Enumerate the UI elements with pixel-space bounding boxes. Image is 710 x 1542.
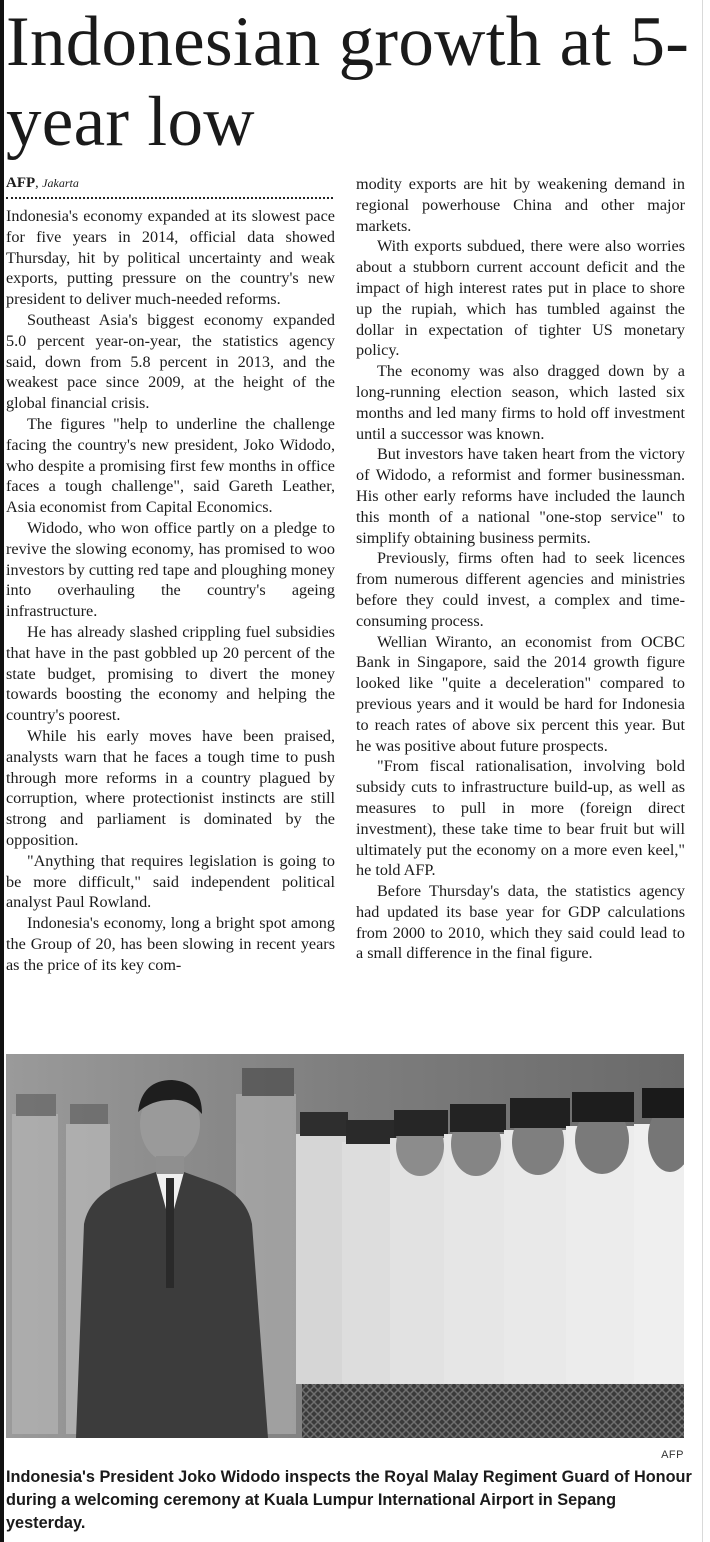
- byline-separator: ,: [35, 176, 39, 191]
- byline: [6, 173, 335, 193]
- article-paragraph: "From fiscal rationalisation, involving bold subsidy cuts to infrastructure build-up, as well as measures to pull in more (foreign direct investment), these take time to bear fruit but will ultimately put the economy on a more even keel," he told AFP.: [356, 757, 685, 880]
- right-border-rule: [702, 0, 703, 1542]
- article-paragraph: Wellian Wiranto, an economist from OCBC Bank in Singapore, said the 2014 growth figure looked like "quite a deceleration" compared to previous years and it would be hard for Indonesia to reach rates of above six percent this year. But he was positive about future prospects.: [356, 632, 685, 755]
- byline-agency: AFP: [6, 175, 36, 191]
- article-paragraph: The figures "help to underline the challenge facing the country's new president, Joko Widodo, who despite a promising first few months in office faces a tough challenge", said Gareth Leather, Asia economist from Capital Economics.: [6, 414, 335, 517]
- article-paragraph: Before Thursday's data, the statistics agency had updated its base year for GDP calculations from 2000 to 2010, which they said could lead to a small difference in the final figure.: [356, 882, 685, 963]
- news-photo: [6, 1054, 684, 1438]
- article-paragraph: Indonesia's economy, long a bright spot among the Group of 20, has been slowing in recent years as the price of its key com-: [6, 914, 335, 974]
- byline-location: Jakarta: [42, 176, 79, 190]
- left-border-rule: [0, 0, 4, 1542]
- article-column-right: [356, 174, 685, 964]
- photo-credit: AFP: [661, 1449, 684, 1461]
- article-paragraph: But investors have taken heart from the victory of Widodo, a reformist and former businessman. His other early reforms have included the launch this month of a national "one-stop service" to simplify obtaining business permits.: [356, 445, 685, 547]
- article-paragraph: With exports subdued, there were also worries about a stubborn current account deficit and the impact of high interest rates put in place to shore up the rupiah, which has tumbled against the dollar in expectation of tighter US monetary policy.: [356, 237, 685, 360]
- article-paragraph: Southeast Asia's biggest economy expanded 5.0 percent year-on-year, the statistics agency said, down from 5.8 percent in 2013, and the weakest pace since 2009, at the height of the global financial crisis.: [6, 310, 335, 413]
- article-paragraph: While his early moves have been praised, analysts warn that he faces a tough time to push through more reforms in a country plagued by corruption, where protectionist instincts are still strong and parliament is dominated by the opposition.: [6, 726, 335, 849]
- guard-of-honour-row: [296, 1088, 684, 1438]
- photo-caption: Indonesia's President Joko Widodo inspects the Royal Malay Regiment Guard of Honour during a welcoming ceremony at Kuala Lumpur International Airport in Sepang yesterday.: [6, 1468, 692, 1532]
- article-paragraph: The economy was also dragged down by a long-running election season, which lasted six months and led many firms to hold off investment until a successor was known.: [356, 362, 685, 443]
- article-paragraph: Indonesia's economy expanded at its slowest pace for five years in 2014, official data showed Thursday, hit by political uncertainty and weak exports, putting pressure on the country's new president to deliver much-needed reforms.: [6, 207, 335, 309]
- article-paragraph: He has already slashed crippling fuel subsidies that have in the past gobbled up 20 percent of the state budget, promising to divert the money towards boosting the economy and helping the country's poorest.: [6, 622, 335, 725]
- article-paragraph: "Anything that requires legislation is going to be more difficult," said independent political analyst Paul Rowland.: [6, 851, 335, 912]
- article-paragraph: modity exports are hit by weakening demand in regional powerhouse China and other major markets.: [356, 175, 685, 235]
- article-column-left: [6, 173, 335, 975]
- article-paragraph: Previously, firms often had to seek licences from numerous different agencies and ministries before they could invest, a complex and time-consuming process.: [356, 549, 685, 630]
- byline-divider: [6, 197, 333, 199]
- headline: Indonesian growth at 5-year low: [6, 3, 690, 161]
- article-paragraph: Widodo, who won office partly on a pledge to revive the slowing economy, has promised to woo investors by cutting red tape and ploughing money into overhauling the country's ageing infrastructure.: [6, 518, 335, 621]
